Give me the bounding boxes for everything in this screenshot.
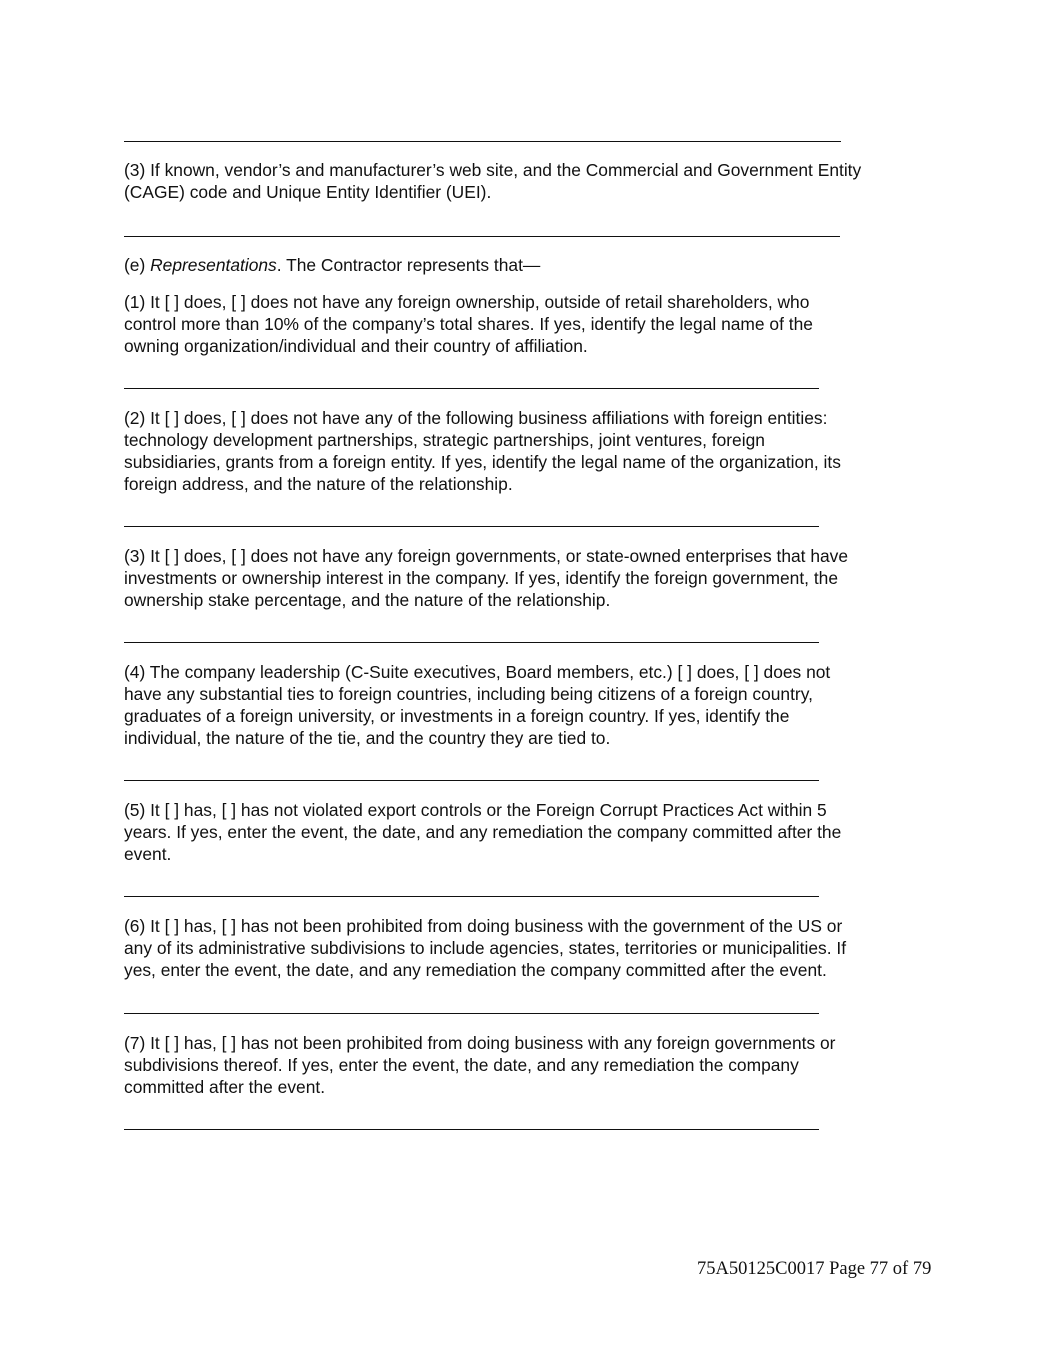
page-footer: 75A50125C0017 Page 77 of 79 (697, 1259, 932, 1279)
text-line: technology development partnerships, strategic partnerships, joint ventures, foreign (124, 430, 765, 450)
text-line: event. (124, 844, 172, 864)
text-line: years. If yes, enter the event, the date, and any remediation the company committed after the (124, 822, 842, 842)
text-line: (4) The company leadership (C-Suite executives, Board members, etc.) [ ] does, [ ] does not (124, 662, 831, 682)
answer-line (124, 236, 840, 237)
answer-line (124, 1013, 819, 1014)
text-line: (3) If known, vendor’s and manufacturer’s web site, and the Commercial and Government Entity (124, 160, 862, 180)
text-line: yes, enter the event, the date, and any remediation the company committed after the event. (124, 960, 827, 980)
paragraph-e5 (124, 799, 934, 865)
section-e-suffix: . The Contractor represents that— (276, 255, 541, 275)
text-line: control more than 10% of the company’s total shares. If yes, identify the legal name of the (124, 314, 813, 334)
text-line: (7) It [ ] has, [ ] has not been prohibited from doing business with any foreign governments or (124, 1033, 836, 1053)
text-line: owning organization/individual and their country of affiliation. (124, 336, 588, 356)
paragraph-e2 (124, 407, 934, 495)
text-line: (5) It [ ] has, [ ] has not violated export controls or the Foreign Corrupt Practices Act within 5 (124, 800, 827, 820)
text-line: individual, the nature of the tie, and the country they are tied to. (124, 728, 611, 748)
paragraph-d3 (124, 159, 934, 203)
answer-line (124, 642, 819, 643)
text-line: have any substantial ties to foreign countries, including being citizens of a foreign country, (124, 684, 813, 704)
answer-line (124, 388, 819, 389)
text-line: graduates of a foreign university, or investments in a foreign country. If yes, identify the (124, 706, 790, 726)
text-line: (CAGE) code and Unique Entity Identifier (UEI). (124, 182, 492, 202)
answer-line (124, 896, 819, 897)
answer-line (124, 780, 819, 781)
section-e-heading (124, 254, 934, 276)
paragraph-e4 (124, 661, 934, 749)
text-line: ownership stake percentage, and the nature of the relationship. (124, 590, 611, 610)
text-line: committed after the event. (124, 1077, 326, 1097)
text-line: (3) It [ ] does, [ ] does not have any foreign governments, or state-owned enterprises that have (124, 546, 849, 566)
text-line: any of its administrative subdivisions to include agencies, states, territories or municipalities. If (124, 938, 847, 958)
text-line: (2) It [ ] does, [ ] does not have any of the following business affiliations with foreign entities: (124, 408, 828, 428)
answer-line (124, 526, 819, 527)
section-e-prefix: (e) (124, 255, 151, 275)
paragraph-e6 (124, 915, 934, 981)
text-line: foreign address, and the nature of the relationship. (124, 474, 513, 494)
text-line: subsidiaries, grants from a foreign entity. If yes, identify the legal name of the organization, its (124, 452, 841, 472)
text-line: investments or ownership interest in the company. If yes, identify the foreign government, the (124, 568, 839, 588)
section-e-title: Representations (150, 255, 277, 275)
text-line: subdivisions thereof. If yes, enter the event, the date, and any remediation the company (124, 1055, 799, 1075)
paragraph-e1 (124, 291, 934, 357)
paragraph-e7 (124, 1032, 934, 1098)
answer-line (124, 1129, 819, 1130)
answer-line (124, 141, 841, 142)
text-line: (6) It [ ] has, [ ] has not been prohibited from doing business with the government of the US or (124, 916, 843, 936)
text-line: (1) It [ ] does, [ ] does not have any foreign ownership, outside of retail shareholders, who (124, 292, 810, 312)
paragraph-e3 (124, 545, 934, 611)
